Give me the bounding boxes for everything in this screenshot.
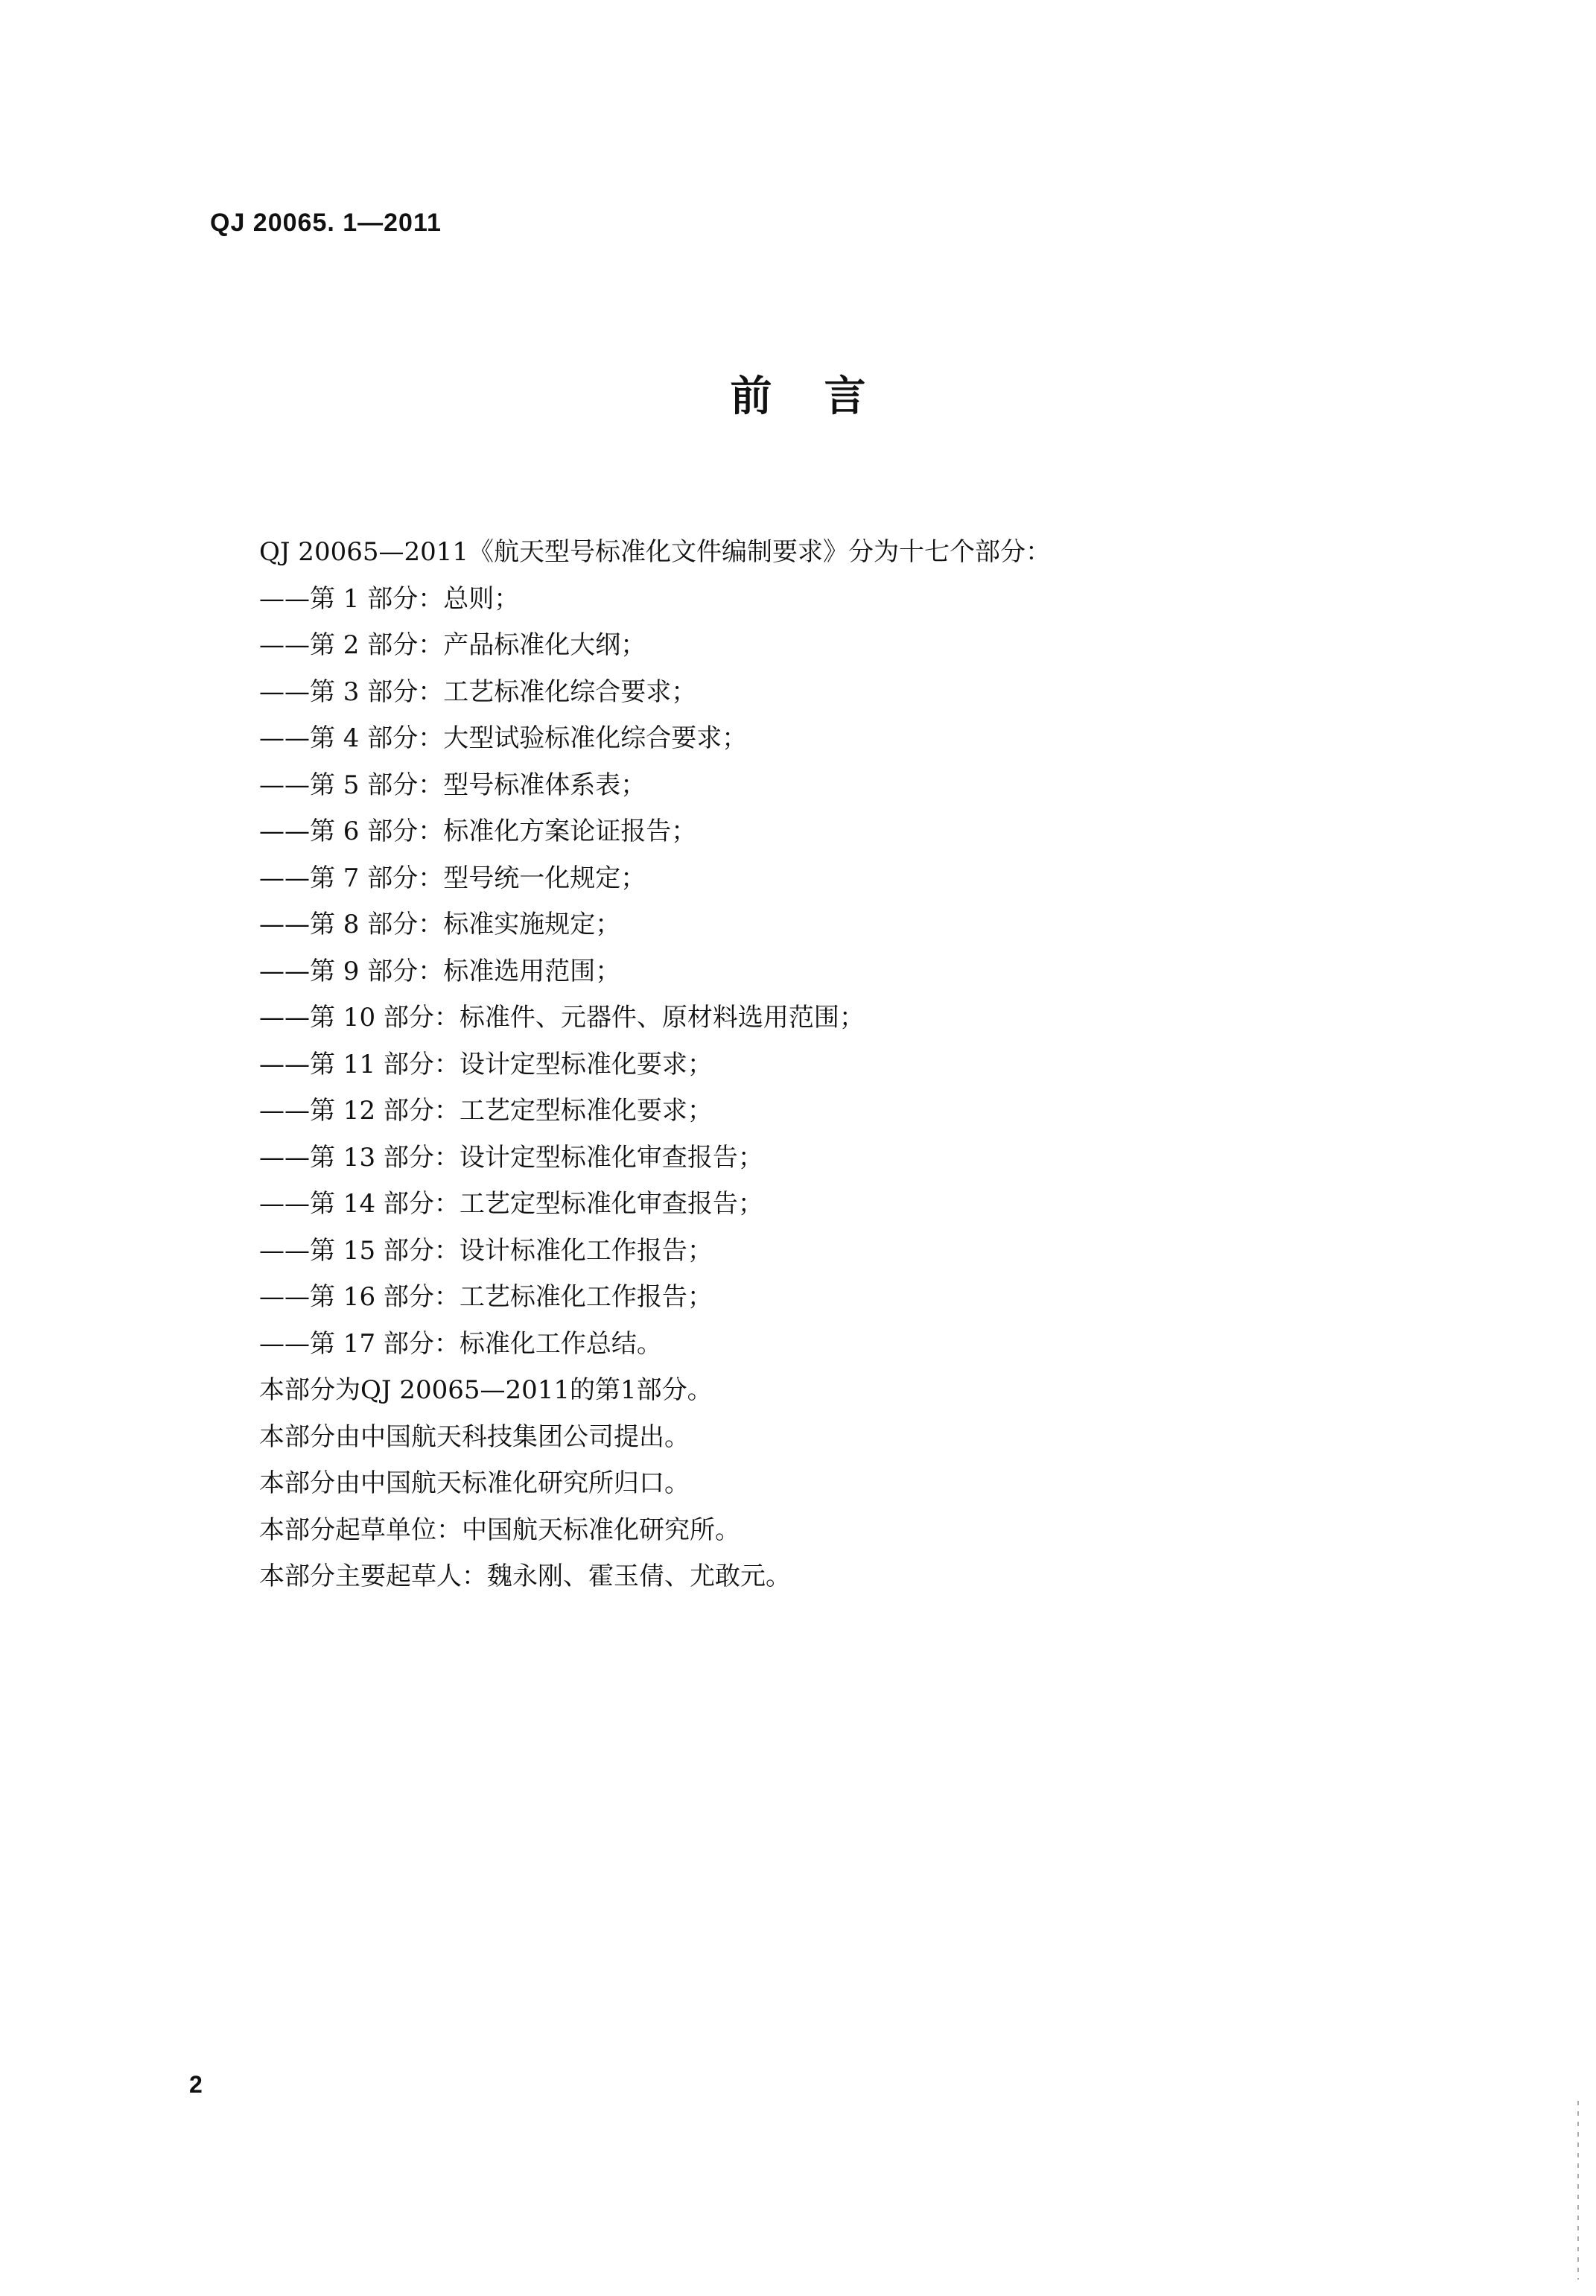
- statement-part-number: 本部分为QJ 20065—2011的第1部分。: [259, 1375, 713, 1405]
- part-item-11: ——第 11 部分：设计定型标准化要求；: [259, 1049, 713, 1079]
- part-item-5: ——第 5 部分：型号标准体系表；: [259, 770, 646, 800]
- part-item-13: ——第 13 部分：设计定型标准化审查报告；: [259, 1142, 763, 1173]
- part-item-16: ——第 16 部分：工艺标准化工作报告；: [259, 1282, 713, 1312]
- scan-edge-mark: [1577, 2101, 1579, 2280]
- standard-code: QJ 20065. 1—2011: [210, 209, 442, 237]
- statement-drafting-unit: 本部分起草单位：中国航天标准化研究所。: [259, 1515, 740, 1545]
- page-title: 前言: [730, 372, 918, 421]
- statement-responsible-unit: 本部分由中国航天标准化研究所归口。: [259, 1468, 690, 1498]
- part-item-2: ——第 2 部分：产品标准化大纲；: [259, 630, 646, 660]
- part-item-14: ——第 14 部分：工艺定型标准化审查报告；: [259, 1189, 763, 1219]
- page-number: 2: [189, 2071, 203, 2098]
- part-item-3: ——第 3 部分：工艺标准化综合要求；: [259, 676, 697, 707]
- part-item-15: ——第 15 部分：设计标准化工作报告；: [259, 1235, 713, 1266]
- part-item-9: ——第 9 部分：标准选用范围；: [259, 956, 621, 986]
- part-item-4: ——第 4 部分：大型试验标准化综合要求；: [259, 723, 748, 753]
- part-item-10: ——第 10 部分：标准件、元器件、原材料选用范围；: [259, 1003, 865, 1033]
- part-item-8: ——第 8 部分：标准实施规定；: [259, 910, 621, 939]
- statement-drafters: 本部分主要起草人：魏永刚、霍玉倩、尤敢元。: [259, 1561, 791, 1591]
- part-item-12: ——第 12 部分：工艺定型标准化要求；: [259, 1096, 713, 1126]
- part-item-1: ——第 1 部分：总则；: [259, 583, 520, 614]
- part-item-17: ——第 17 部分：标准化工作总结。: [259, 1328, 662, 1359]
- statement-proposer: 本部分由中国航天科技集团公司提出。: [259, 1421, 690, 1452]
- foreword-content: [259, 529, 1510, 1600]
- foreword-intro: QJ 20065—2011《航天型号标准化文件编制要求》分为十七个部分：: [259, 537, 1051, 567]
- part-item-6: ——第 6 部分：标准化方案论证报告；: [259, 816, 697, 846]
- part-item-7: ——第 7 部分：型号统一化规定；: [259, 863, 646, 893]
